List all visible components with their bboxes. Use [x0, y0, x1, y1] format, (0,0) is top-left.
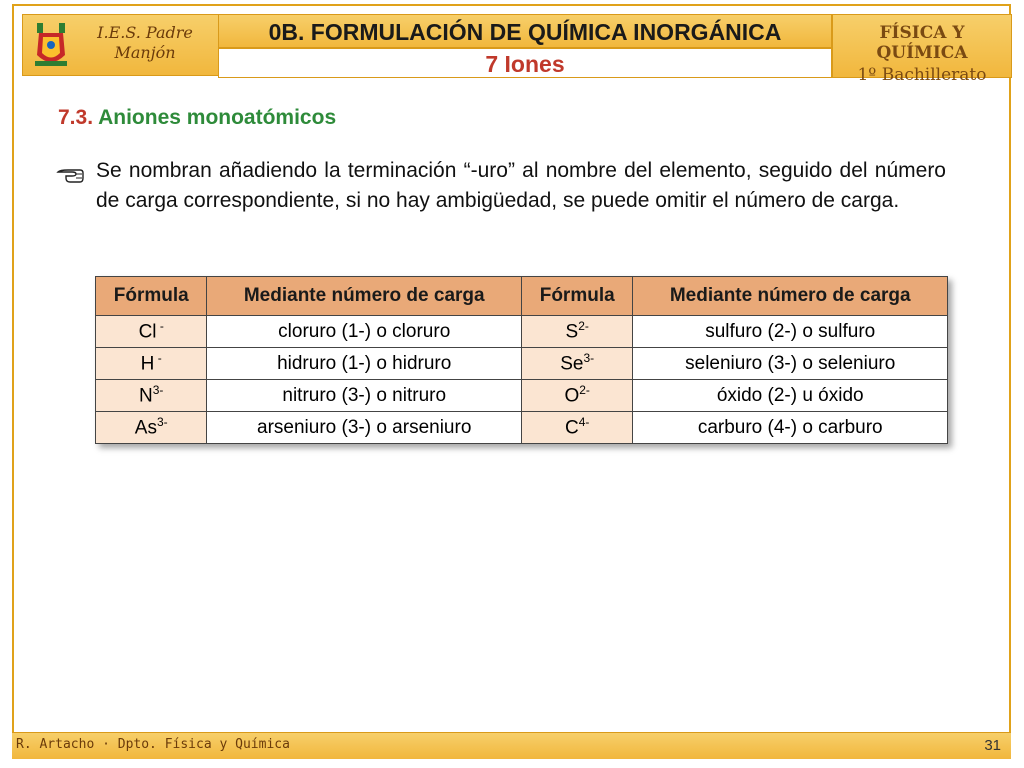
- page-number: 31: [984, 737, 1001, 754]
- charge: 4-: [578, 415, 590, 430]
- course-level: 1º Bachillerato: [857, 65, 987, 85]
- header-name-2: Mediante número de carga: [633, 277, 948, 316]
- formula-cell: [521, 412, 632, 444]
- slide-header: [12, 4, 1011, 85]
- formula-symbol: N: [139, 385, 153, 407]
- charge: 3-: [583, 351, 595, 366]
- formula-cell: [96, 316, 207, 348]
- footer-author: R. Artacho · Dpto. Física y Química: [16, 737, 290, 752]
- formula-cell: [96, 380, 207, 412]
- formula-symbol: C: [565, 417, 579, 439]
- formula-symbol: H: [140, 353, 155, 375]
- school-name: [75, 23, 215, 63]
- header-name-1: Mediante número de carga: [207, 277, 522, 316]
- formula-symbol: As: [134, 417, 157, 439]
- name-cell: sulfuro (2-) o sulfuro: [633, 316, 948, 348]
- name-cell: óxido (2-) u óxido: [633, 380, 948, 412]
- name-cell: carburo (4-) o carburo: [633, 412, 948, 444]
- subtitle-text: Iones: [504, 51, 565, 77]
- section-heading: [58, 106, 336, 130]
- subject-label: [832, 14, 1012, 85]
- school-name-line1: I.E.S. Padre: [97, 23, 193, 42]
- school-emblem-icon: [31, 19, 71, 71]
- formula-cell: [521, 316, 632, 348]
- section-number: 7.3.: [58, 106, 94, 129]
- formula-symbol: S: [565, 321, 579, 343]
- name-cell: hidruro (1-) o hidruro: [207, 348, 522, 380]
- header-formula-2: Fórmula: [521, 277, 632, 316]
- school-name-line2: Manjón: [114, 43, 176, 62]
- anions-table: [95, 276, 948, 444]
- table-row: [96, 348, 948, 380]
- table-row: [96, 412, 948, 444]
- formula-cell: [96, 412, 207, 444]
- subject-name: FÍSICA Y QUÍMICA: [876, 23, 968, 63]
- name-cell: nitruro (3-) o nitruro: [207, 380, 522, 412]
- header-formula-1: Fórmula: [96, 277, 207, 316]
- slide-footer: [12, 732, 1011, 759]
- table-header-row: [96, 277, 948, 316]
- subtitle-number: 7: [485, 51, 499, 77]
- formula-symbol: Cl: [138, 321, 157, 343]
- formula-cell: [521, 380, 632, 412]
- formula-cell: [521, 348, 632, 380]
- pointing-hand-icon: [56, 162, 86, 186]
- slide-subtitle: [218, 48, 832, 78]
- charge: 3-: [156, 415, 168, 430]
- formula-symbol: O: [564, 385, 580, 407]
- body-paragraph: Se nombran añadiendo la terminación “-uro” al nombre del elemento, seguido del número de carga correspondiente, si no hay ambigüedad, se puede omitir el número de carga.: [96, 159, 946, 212]
- charge: 2-: [579, 383, 590, 398]
- slide-title: 0B. FORMULACIÓN DE QUÍMICA INORGÁNICA: [218, 14, 832, 48]
- name-cell: arseniuro (3-) o arseniuro: [207, 412, 522, 444]
- name-cell: seleniuro (3-) o seleniuro: [633, 348, 948, 380]
- name-cell: cloruro (1-) o cloruro: [207, 316, 522, 348]
- formula-symbol: Se: [560, 353, 584, 375]
- charge: -: [156, 319, 164, 334]
- section-title: Aniones monoatómicos: [98, 106, 337, 129]
- table-row: [96, 316, 948, 348]
- formula-cell: [96, 348, 207, 380]
- table-row: [96, 380, 948, 412]
- charge: 2-: [578, 319, 589, 334]
- charge: -: [154, 351, 162, 366]
- school-logo: [22, 14, 220, 76]
- charge: 3-: [152, 383, 164, 398]
